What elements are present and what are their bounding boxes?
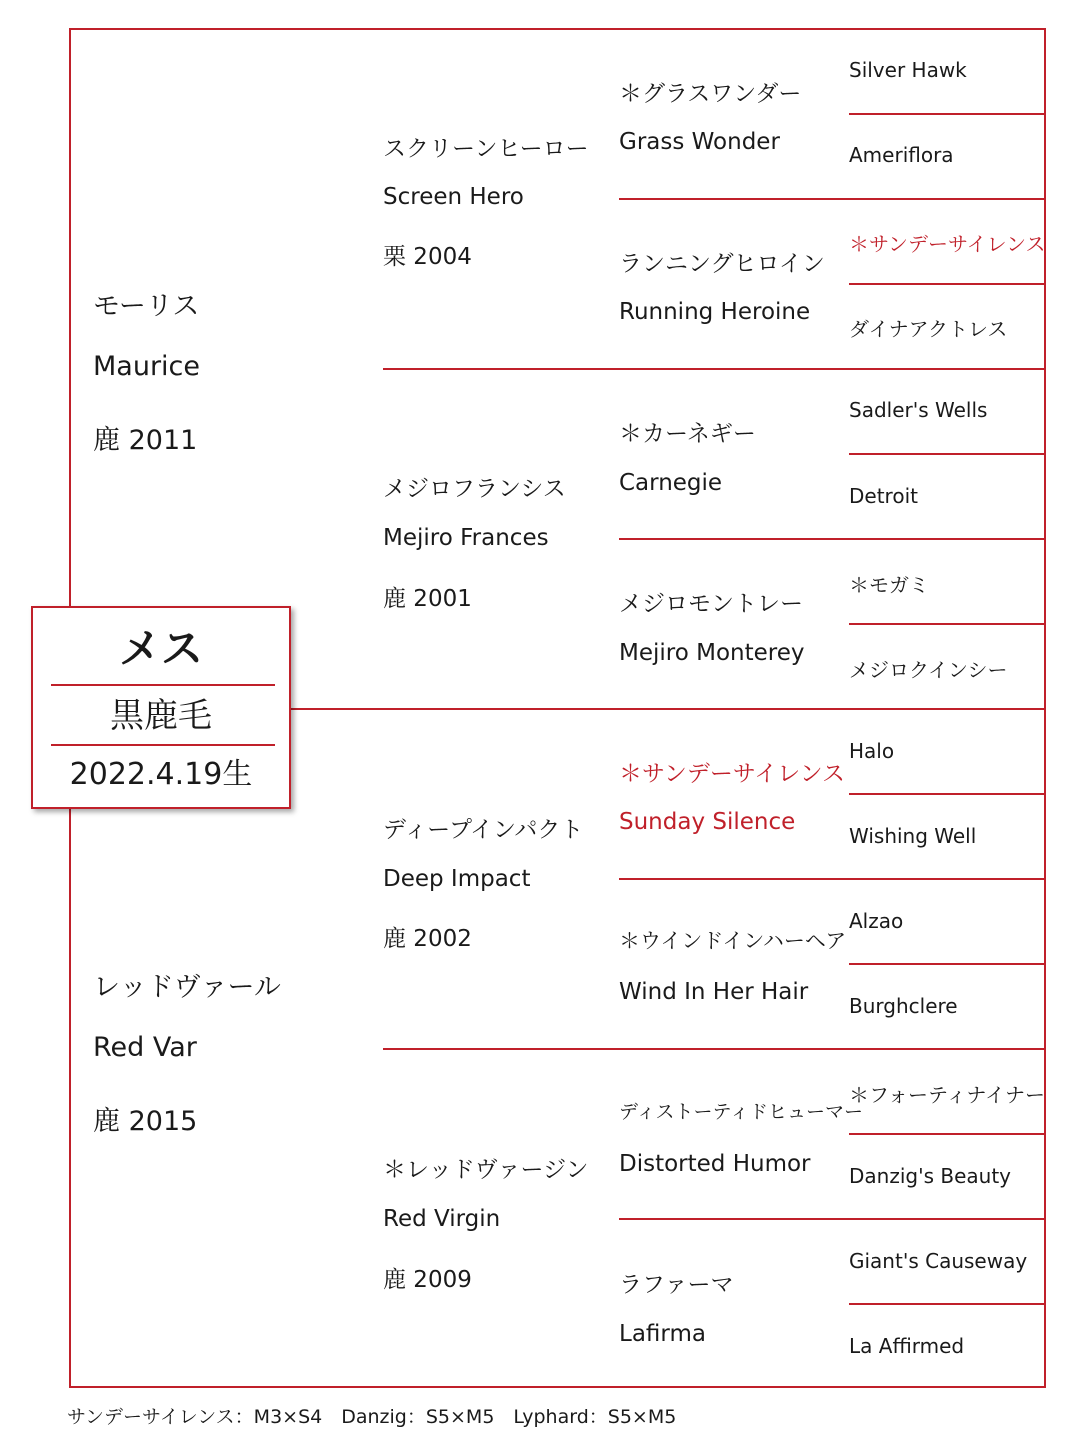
gen2-name-en: Deep Impact [383, 866, 531, 892]
gen4-name: Ameriflora [849, 143, 954, 167]
sire-name-jp: モーリス [93, 291, 200, 322]
gen4-name: Danzig's Beauty [849, 1164, 1011, 1188]
divider-gen4-7 [849, 1133, 1046, 1135]
gen4-name: Sadler's Wells [849, 398, 988, 422]
horse-sex: メス [118, 624, 203, 673]
gen3-name-en: Lafirma [619, 1321, 706, 1347]
divider-gen4-8 [849, 1303, 1046, 1305]
gen2-name-jp: ディープインパクト [383, 817, 584, 843]
gen2-name-jp: メジロフランシス [383, 476, 566, 502]
gen3-name-jp: ディストーティドヒューマー [619, 1101, 863, 1123]
divider-gen2-2 [383, 1048, 1046, 1050]
gen3-name-jp: ＊ウインドインハーヘア [619, 929, 847, 953]
divider-gen4-2 [849, 283, 1046, 285]
gen2-info: 鹿 2002 [383, 926, 472, 952]
gen2-info: 鹿 2009 [383, 1267, 472, 1293]
gen4-name: Alzao [849, 909, 904, 933]
gen2-name-en: Red Virgin [383, 1206, 501, 1232]
gen2-name-jp: ＊レッドヴァージン [383, 1157, 589, 1183]
inbreeding-footnote: サンデーサイレンス：M3×S4 Danzig：S5×M5 Lyphard：S5×M5 [67, 1406, 677, 1428]
dam-name-jp: レッドヴァール [93, 972, 281, 1003]
gen2-info: 鹿 2001 [383, 586, 472, 612]
sire-name-en: Maurice [93, 351, 201, 382]
horse-birth-date: 2022.4.19生 [69, 757, 253, 792]
gen3-name-en: Grass Wonder [619, 129, 780, 155]
gen3-name-en: Carnegie [619, 470, 723, 496]
divider-gen3-3 [619, 878, 1046, 880]
horse-info-separator [51, 744, 275, 746]
gen2-info: 栗 2004 [383, 244, 472, 270]
gen2-name-en: Mejiro Frances [383, 525, 549, 551]
divider-sire-dam [291, 708, 1046, 710]
gen2-name-jp: スクリーンヒーロー [383, 136, 589, 162]
gen3-name-jp: ランニングヒロイン [619, 251, 825, 277]
divider-gen3-4 [619, 1218, 1046, 1220]
dam-name-en: Red Var [93, 1032, 197, 1063]
gen3-name-en: Wind In Her Hair [619, 979, 809, 1005]
gen3-name-jp: ＊サンデーサイレンス [619, 761, 845, 787]
horse-coat-color: 黒鹿毛 [110, 696, 212, 736]
divider-gen3-1 [619, 198, 1046, 200]
horse-info-separator [51, 684, 275, 686]
gen4-name: Detroit [849, 484, 918, 508]
gen4-name: ダイナアクトレス [849, 317, 1008, 341]
divider-gen4-5 [849, 793, 1046, 795]
divider-gen4-1 [849, 113, 1046, 115]
divider-gen4-4 [849, 623, 1046, 625]
gen4-name: La Affirmed [849, 1334, 965, 1358]
sire-info: 鹿 2011 [93, 425, 198, 456]
gen4-name: ＊サンデーサイレンス [849, 232, 1046, 256]
gen3-name-jp: メジロモントレー [619, 591, 803, 617]
gen4-name: Burghclere [849, 994, 958, 1018]
gen2-name-en: Screen Hero [383, 184, 524, 210]
divider-gen2-1 [383, 368, 1046, 370]
divider-gen4-6 [849, 963, 1046, 965]
gen4-name: ＊フォーティナイナー [849, 1083, 1045, 1107]
gen3-name-en: Running Heroine [619, 299, 811, 325]
gen3-name-en: Distorted Humor [619, 1151, 811, 1177]
gen4-name: ＊モガミ [849, 573, 929, 597]
gen3-name-en: Sunday Silence [619, 809, 796, 835]
horse-info-box [31, 606, 291, 809]
divider-gen3-2 [619, 538, 1046, 540]
gen4-name: Silver Hawk [849, 58, 967, 82]
gen3-name-jp: ラファーマ [619, 1272, 734, 1298]
gen4-name: Giant's Causeway [849, 1249, 1028, 1273]
gen3-name-jp: ＊グラスワンダー [619, 81, 802, 107]
gen3-name-en: Mejiro Monterey [619, 640, 805, 666]
gen4-name: メジロクインシー [849, 658, 1008, 682]
divider-gen4-3 [849, 453, 1046, 455]
gen4-name: Wishing Well [849, 824, 977, 848]
gen4-name: Halo [849, 739, 895, 763]
dam-info: 鹿 2015 [93, 1106, 198, 1137]
gen3-name-jp: ＊カーネギー [619, 421, 756, 447]
